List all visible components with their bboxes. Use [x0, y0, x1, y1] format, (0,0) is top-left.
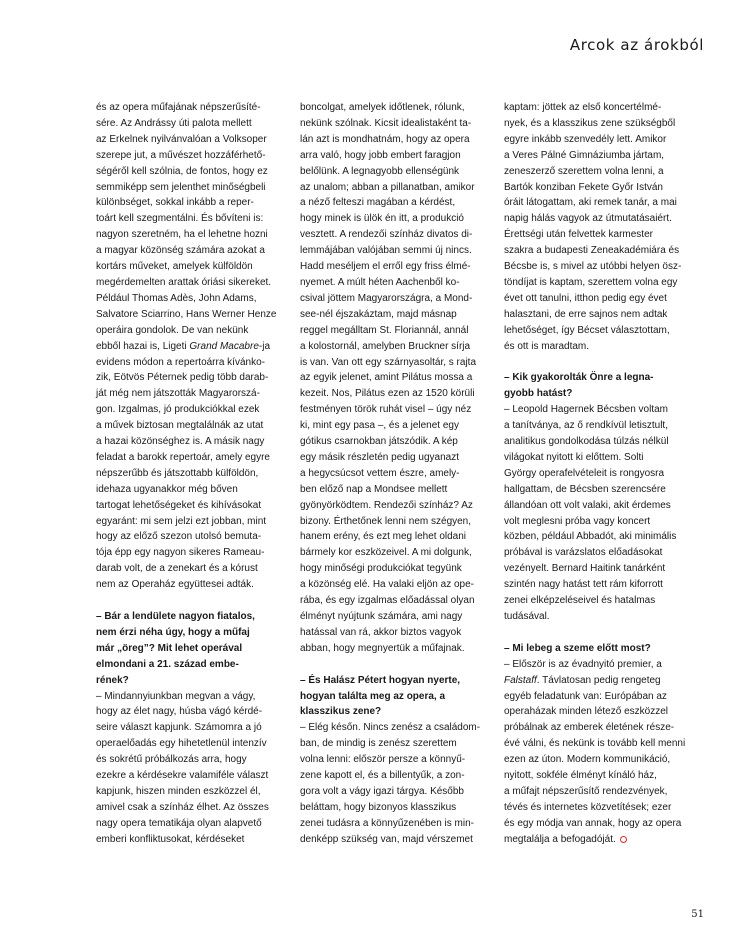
italic-title: Falstaff [504, 674, 537, 686]
text-line [300, 800, 490, 816]
line-text: ezen az úton. Modern kommunikáció, [504, 754, 671, 766]
text-line [504, 752, 694, 768]
text-line [96, 291, 286, 307]
text-line [96, 323, 286, 339]
line-text: operáira gondolok. De van nekünk [96, 324, 249, 336]
text-line [504, 720, 694, 736]
text-line [96, 832, 286, 848]
text-line [504, 482, 694, 498]
line-text: a magyar közönség számára azokat a [96, 245, 265, 257]
text-line [504, 514, 694, 530]
text-line [504, 704, 694, 720]
line-text: lemmájában valójában semmi új nincs. [300, 245, 472, 257]
line-text: nagy opera tematikája olyan alapvető [96, 817, 262, 829]
text-line [300, 243, 490, 259]
text-line [504, 498, 694, 514]
line-text: Bécsbe is, s mivel az utóbbi helyen ösz- [504, 261, 682, 273]
text-line [504, 673, 694, 689]
text-line [300, 434, 490, 450]
line-text: klasszikus zene? [300, 706, 382, 718]
line-text: operaházak minden létező eszközzel [504, 706, 668, 718]
text-line [504, 116, 694, 132]
text-column-1 [96, 100, 286, 848]
text-line [300, 355, 490, 371]
text-line [300, 545, 490, 561]
text-line [96, 418, 286, 434]
text-line [504, 689, 694, 705]
text-line [96, 514, 286, 530]
end-of-article-icon [620, 836, 627, 843]
line-text: próbálnak az emberek életének része- [504, 722, 675, 734]
text-line [96, 148, 286, 164]
text-line [300, 195, 490, 211]
line-text: egy másik részletén pedig ugyanazt [300, 451, 459, 463]
text-line [504, 339, 694, 355]
text-line [504, 832, 694, 848]
line-text: az egyik jelenet, amint Pilátus mossa a [300, 372, 473, 384]
paragraph-gap [96, 593, 286, 609]
text-line [96, 132, 286, 148]
line-text: operaelőadás egy hihetetlenül intenzív [96, 738, 267, 750]
line-text: és az opera műfajának népszerűsíté- [96, 102, 261, 113]
line-text: tudásával. [504, 610, 550, 622]
text-line [504, 577, 694, 593]
text-line [504, 418, 694, 434]
text-line [96, 752, 286, 768]
text-line [96, 402, 286, 418]
text-line [504, 148, 694, 164]
line-text: Hadd meséljem el erről egy friss élmé- [300, 261, 471, 273]
line-text: ségéről kell szólnia, de fontos, hogy ez [96, 165, 268, 177]
text-line [96, 466, 286, 482]
line-text: sére. Az Andrássy úti palota mellett [96, 117, 252, 129]
line-text: az Erkelnek nyilvánvalóan a Volksoper [96, 133, 267, 145]
line-text: gon. Izgalmas, jó produkciókkal ezek [96, 404, 260, 416]
text-line [96, 243, 286, 259]
line-text: hatással van rá, akkor biztos vagyok [300, 626, 462, 638]
line-text: a műfajt népszerűsítő rendezvények, [504, 785, 668, 797]
text-line [504, 259, 694, 275]
line-text: – Mindannyiunkban megvan a vágy, [96, 690, 256, 702]
line-text: abban, hogy megnyertük a műfajnak. [300, 642, 465, 654]
line-text: a kolostornál, amelyben Bruckner sírja [300, 340, 471, 352]
line-text: hanem erény, és ezt meg lehet oldani [300, 531, 467, 543]
page-number: 51 [691, 909, 704, 920]
line-text: tartogat lehetőségeket és kihívásokat [96, 499, 262, 511]
text-line [504, 275, 694, 291]
line-text: gyobb hatást? [504, 388, 573, 400]
text-line [300, 116, 490, 132]
line-text: szerepe jut, a művészet hozzáférhető- [96, 149, 266, 161]
question-line [504, 370, 694, 386]
line-text: halasztani, de erre sajnos nem adtak [504, 308, 668, 320]
line-text: Salvatore Sciarrino, Hans Werner Henze [96, 308, 277, 320]
line-text: – Elég későn. Nincs zenész a családom- [300, 722, 481, 734]
text-line [300, 514, 490, 530]
text-line [96, 704, 286, 720]
text-line [96, 227, 286, 243]
line-text: szintén nagy hatást tett rám kiforrott [504, 579, 663, 591]
line-text-after: -ja [258, 340, 271, 352]
text-line [300, 164, 490, 180]
text-line [96, 816, 286, 832]
text-line [300, 625, 490, 641]
text-line [96, 195, 286, 211]
line-text: különbséget, sokkal inkább a reper- [96, 197, 254, 209]
line-text: nem az Operaház együttesei adták. [96, 579, 254, 591]
text-column-3 [504, 100, 694, 848]
line-text: rének? [96, 674, 129, 686]
line-text: ki, mint egy pasa –, és a jelenet egy [300, 420, 459, 432]
text-line [300, 593, 490, 609]
line-text: kortárs műveket, amelyek külföldön [96, 261, 253, 273]
text-line [300, 418, 490, 434]
line-text: volna lenni: először persze a könnyű- [300, 754, 466, 766]
line-text: lán azt is mondhatnám, hogy az opera [300, 133, 470, 145]
text-line [300, 370, 490, 386]
line-text: ját még nem játszották Magyarorszá- [96, 388, 260, 400]
text-line [96, 561, 286, 577]
text-line [300, 466, 490, 482]
line-text: zik, Eötvös Péternek pedig több darab- [96, 372, 269, 384]
line-text: és sokrétű próbálkozás arra, hogy [96, 754, 247, 766]
line-text: nagyon szeretném, ha el lehetne hozni [96, 229, 268, 241]
line-text: nem érzi néha úgy, hogy a műfaj [96, 626, 250, 638]
text-line [300, 720, 490, 736]
line-text: Bartók konziban Fekete Győr István [504, 181, 663, 193]
line-text: gora volt a vágy igazi tárgya. Később [300, 785, 464, 797]
question-line [504, 386, 694, 402]
text-line [504, 323, 694, 339]
line-text: amivel csak a színház élhet. Az összes [96, 801, 269, 813]
text-line [96, 180, 286, 196]
line-text: analitikus gondolkodása túlzás nélkül [504, 436, 669, 448]
text-line [504, 466, 694, 482]
line-text: György operafelvételeit is rongyosra [504, 467, 665, 479]
line-text: Például Thomas Adès, John Adams, [96, 292, 257, 304]
line-text: Érettségi után felvettek karmester [504, 229, 653, 241]
line-text: évet ott tanulni, itthon pedig egy évet [504, 292, 667, 304]
text-line [96, 498, 286, 514]
line-text: – És Halász Pétert hogyan nyerte, [300, 674, 461, 686]
line-text: napig hálás vagyok az útmutatásaiért. [504, 213, 672, 225]
line-text: – Leopold Hagernek Bécsben voltam [504, 404, 668, 416]
question-line [96, 609, 286, 625]
line-text: közben, például Abbadót, aki minimális [504, 531, 677, 543]
text-line [300, 211, 490, 227]
text-line [96, 545, 286, 561]
text-line [300, 752, 490, 768]
text-line [300, 482, 490, 498]
line-text: gyönyörködtem. Rendezői színház? Az [300, 499, 473, 511]
line-text: ben előző nap a Mondsee mellett [300, 483, 448, 495]
line-text: hallgattam, de Bécsben szerencsére [504, 483, 666, 495]
line-text: nekünk szólnak. Kicsit idealistaként ta- [300, 117, 472, 129]
line-text: volt meglesni próba vagy koncert [504, 515, 651, 527]
text-line [300, 561, 490, 577]
line-text: ezekre a kérdésekre valamiféle választ [96, 770, 269, 782]
line-text: tója épp egy nagyon sikeres Rameau- [96, 547, 265, 559]
text-line [96, 275, 286, 291]
line-text: arra való, hogy jobb embert faragjon [300, 149, 461, 161]
line-text: toárt kell szegmentálni. És bővíteni is: [96, 213, 264, 225]
article-body [96, 100, 694, 848]
line-text: ebből hazai is, Ligeti [96, 340, 190, 352]
line-text: a Veres Pálné Gimnáziumba jártam, [504, 149, 665, 161]
text-line [300, 529, 490, 545]
text-line [504, 402, 694, 418]
line-text: seire választ kapjunk. Számomra a jó [96, 722, 262, 734]
line-text: festményen török ruhát visel – úgy néz [300, 404, 472, 416]
line-text: zenei elképzeléseivel és hatalmas [504, 595, 656, 607]
text-line [300, 100, 490, 116]
text-line [96, 116, 286, 132]
line-text: nyek, és a klasszikus zene szükségből [504, 117, 676, 129]
text-line [96, 211, 286, 227]
line-text: a hegycsúcsot vettem észre, amely- [300, 467, 460, 479]
text-line [300, 148, 490, 164]
line-text: hogy az élet nagy, húsba vágó kérdé- [96, 706, 263, 718]
line-text: elmondani a 21. század embe- [96, 658, 239, 670]
line-text: és egy módja van annak, hogy az opera [504, 817, 682, 829]
line-text: see-nél éjszakáztam, majd másnap [300, 308, 457, 320]
line-text: csival jöttem Magyarországra, a Mond- [300, 292, 473, 304]
line-text: a hazai közönséghez is. A másik nagy [96, 436, 265, 448]
question-line [96, 641, 286, 657]
text-line [504, 434, 694, 450]
italic-title: Grand Macabre [189, 340, 259, 352]
text-line [96, 100, 286, 116]
question-line [96, 673, 286, 689]
text-line [300, 784, 490, 800]
line-text: – Mi lebeg a szeme előtt most? [504, 642, 651, 654]
text-line [96, 370, 286, 386]
line-text: semmiképp sem jelenthet minőségbeli [96, 181, 266, 193]
line-text: bizony. Érthetőnek lenni nem szégyen, [300, 515, 472, 527]
text-line [504, 784, 694, 800]
text-line [300, 768, 490, 784]
line-text-after: . Távlatosan pedig rengeteg [536, 674, 661, 686]
line-text: – Kik gyakorolták Önre a legna- [504, 372, 654, 384]
line-text: kezeit. Nos, Pilátus ezen az 1520 körüli [300, 388, 475, 400]
line-text: zenei tudásra a könnyűzenében is min- [300, 817, 474, 829]
text-line [300, 291, 490, 307]
line-text: vesztett. A rendezői színház divatos di- [300, 229, 473, 241]
line-text: a tanítványa, az ő rendkívül letisztult, [504, 420, 668, 432]
line-text: megtalálja a befogadóját. [504, 833, 616, 845]
text-line [300, 259, 490, 275]
text-line [96, 689, 286, 705]
text-line [504, 609, 694, 625]
line-text: és ott is maradtam. [504, 340, 590, 352]
text-line [504, 529, 694, 545]
text-line [504, 164, 694, 180]
text-line [96, 736, 286, 752]
line-text: – Bár a lendülete nagyon fiatalos, [96, 610, 255, 622]
text-line [504, 736, 694, 752]
line-text: ban, de mindig is zenész szerettem [300, 738, 457, 750]
line-text: beláttam, hogy bizonyos klasszikus [300, 801, 457, 813]
paragraph-gap [504, 625, 694, 641]
line-text: óráit látogattam, aki remek tanár, a mai [504, 197, 677, 209]
text-line [300, 132, 490, 148]
line-text: darab volt, de a zenekart és a kórust [96, 563, 258, 575]
line-text: hogy minek is ülök én itt, a produkció [300, 213, 464, 225]
text-line [300, 641, 490, 657]
line-text: emberi konfliktusokat, kérdéseket [96, 833, 245, 845]
line-text: egyéb feladatunk van: Európában az [504, 690, 667, 702]
text-line [96, 784, 286, 800]
line-text: nyemet. A múlt héten Aachenből ko- [300, 276, 460, 288]
text-line [300, 402, 490, 418]
text-line [504, 307, 694, 323]
text-line [300, 227, 490, 243]
text-line [96, 768, 286, 784]
text-column-2 [300, 100, 490, 848]
text-line [504, 450, 694, 466]
line-text: kapjunk, hiszen minden eszközzel él, [96, 785, 261, 797]
line-text: világokat nyitott ki előttem. Solti [504, 451, 644, 463]
line-text: hogyan találta meg az opera, a [300, 690, 446, 702]
text-line [504, 195, 694, 211]
line-text: kaptam: jöttek az első koncertélmé- [504, 102, 662, 113]
question-line [96, 657, 286, 673]
text-line [96, 482, 286, 498]
text-line [504, 593, 694, 609]
text-line [300, 180, 490, 196]
running-header: Arcok az árokból [569, 36, 704, 54]
text-line [504, 768, 694, 784]
text-line [300, 386, 490, 402]
text-line [96, 386, 286, 402]
text-line [300, 323, 490, 339]
text-line [96, 720, 286, 736]
text-line [96, 577, 286, 593]
line-text: boncolgat, amelyek időtlenek, rólunk, [300, 102, 465, 113]
text-line [96, 434, 286, 450]
paragraph-gap [504, 355, 694, 371]
line-text: már „öreg”? Mit lehet operával [96, 642, 243, 654]
text-line [96, 164, 286, 180]
text-line [504, 291, 694, 307]
line-text: denképp szükség van, majd vérszemet [300, 833, 473, 845]
line-text: töndíjat is kaptam, szerettem volna egy [504, 276, 678, 288]
text-line [504, 561, 694, 577]
text-line [300, 736, 490, 752]
line-text: lehetőséget, így Bécset választottam, [504, 324, 670, 336]
line-text: a néző felteszi magában a kérdést, [300, 197, 456, 209]
text-line [300, 498, 490, 514]
text-line [300, 275, 490, 291]
line-text: evidens módon a repertoárra kívánko- [96, 356, 265, 368]
line-text: rába, és egy izgalmas előadással olyan [300, 595, 475, 607]
text-line [96, 450, 286, 466]
line-text: is van. Van ott egy szárnyasoltár, s rajta [300, 356, 477, 368]
text-line [504, 211, 694, 227]
text-line [504, 227, 694, 243]
line-text: zeneszerző szerettem volna lenni, a [504, 165, 664, 177]
text-line [96, 355, 286, 371]
line-text: – Először is az évadnyitó premier, a [504, 658, 662, 670]
line-text: vezényelt. Bernard Haitink tanárként [504, 563, 666, 575]
question-line [300, 704, 490, 720]
text-line [504, 545, 694, 561]
text-line [96, 259, 286, 275]
line-text: bármely kor eszközeivel. A mi dolgunk, [300, 547, 472, 559]
text-line [504, 816, 694, 832]
line-text: hogy az előző szezon utolsó bemuta- [96, 531, 262, 543]
text-line [300, 450, 490, 466]
text-line [504, 800, 694, 816]
line-text: a közönség elé. Ha valaki eljön az ope- [300, 579, 474, 591]
paragraph-gap [300, 657, 490, 673]
text-line [504, 657, 694, 673]
question-line [300, 689, 490, 705]
line-text: tévés és internetes közvetítések; ezer [504, 801, 672, 813]
text-line [96, 800, 286, 816]
line-text: feladat a barokk repertoár, amely egyre [96, 451, 270, 463]
line-text: állandóan ott volt valaki, akit érdemes [504, 499, 671, 511]
text-line [300, 832, 490, 848]
text-line [300, 307, 490, 323]
text-line [504, 243, 694, 259]
line-text: népszerűbb és játszottabb külföldön, [96, 467, 259, 479]
line-text: évé válni, és nekünk is tovább kell menni [504, 738, 686, 750]
text-line [504, 100, 694, 116]
text-line [96, 339, 286, 355]
line-text: az unalom; abban a pillanatban, amikor [300, 181, 475, 193]
line-text: hogy minőségi produkciókat tegyünk [300, 563, 462, 575]
question-line [96, 625, 286, 641]
question-line [300, 673, 490, 689]
text-line [96, 529, 286, 545]
line-text: élményt nyújtunk számára, ami nagy [300, 611, 463, 622]
text-line [300, 339, 490, 355]
line-text: próbával is varázslatos előadásokat [504, 547, 663, 559]
line-text: egyaránt: mi sem jelzi ezt jobban, mint [96, 515, 267, 527]
text-line [300, 609, 490, 625]
text-line [504, 132, 694, 148]
line-text: nyitott, sokféle élményt kínáló ház, [504, 770, 657, 782]
line-text: gótikus csarnokban játszódik. A kép [300, 436, 458, 448]
line-text: reggel megálltam St. Floriannál, annál [300, 324, 469, 336]
line-text: idehaza ugyanakkor még bőven [96, 483, 238, 495]
line-text: szakra a budapesti Zeneakadémiára és [504, 245, 680, 257]
line-text: belőlünk. A legnagyobb ellenségünk [300, 165, 460, 177]
text-line [96, 307, 286, 323]
line-text: zene kapott el, és a billentyűk, a zon- [300, 770, 465, 782]
text-line [300, 577, 490, 593]
line-text: megérdemelten arattak óriási sikereket. [96, 276, 272, 288]
line-text: egyre inkább szenvedély lett. Amikor [504, 133, 667, 145]
text-line [504, 180, 694, 196]
text-line [300, 816, 490, 832]
question-line [504, 641, 694, 657]
line-text: a művek biztosan megtalálnák az utat [96, 420, 264, 432]
